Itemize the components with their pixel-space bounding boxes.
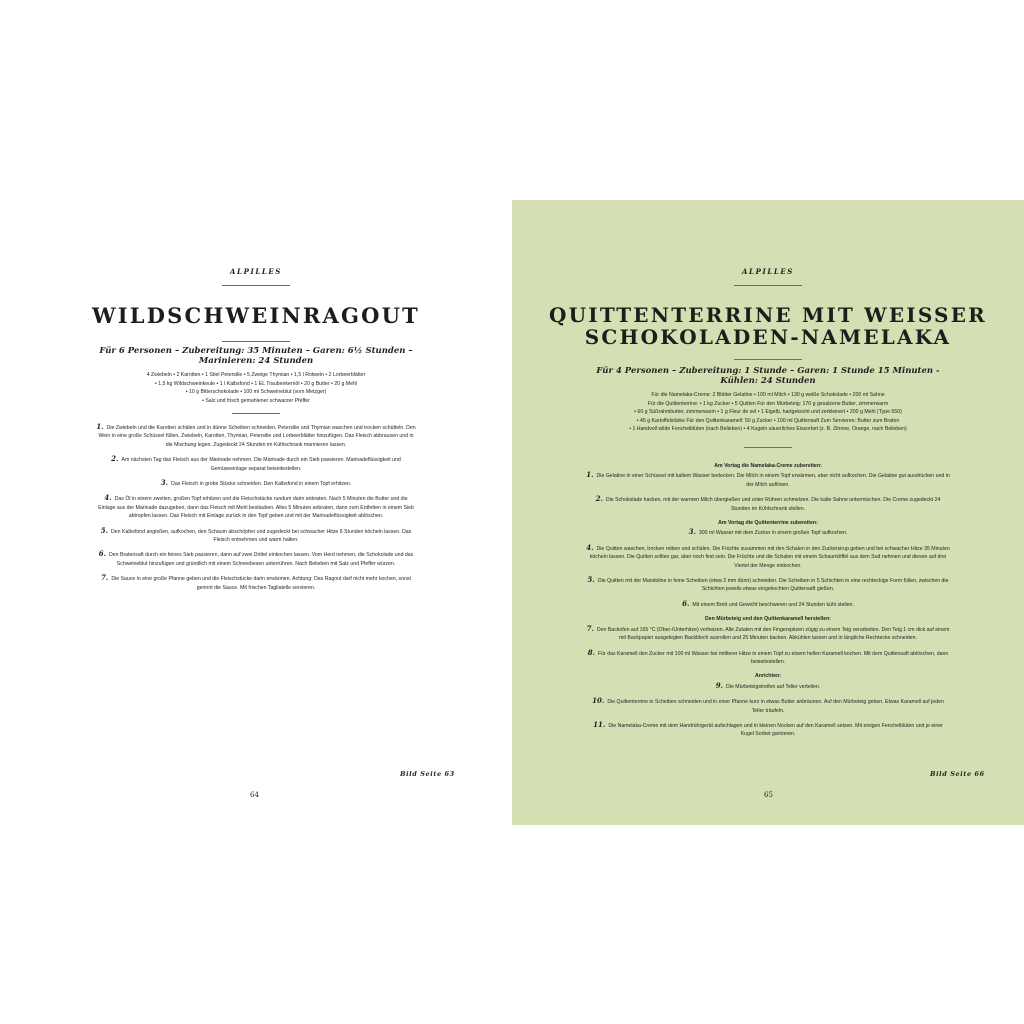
ingredient-divider (744, 447, 792, 448)
step-number: 4. (104, 493, 112, 503)
recipe-title: WILDSCHWEINRAGOUT (91, 303, 421, 328)
step-number: 11. (593, 719, 606, 729)
instruction-step (586, 495, 950, 513)
instruction-step (96, 494, 416, 520)
kicker-divider (734, 285, 802, 286)
title-divider (734, 359, 802, 360)
meta-line: Für 4 Personen – Zubereitung: 1 Stunde – Garen: 1 Stunde 15 Minuten - (596, 366, 940, 376)
instruction-step (586, 600, 950, 609)
instruction-step (96, 423, 416, 449)
step-number: 7. (101, 573, 109, 583)
meta-line: Marinieren: 24 Stunden (198, 356, 314, 366)
step-text: Für das Karamell den Zucker mit 100 ml Wasser bei mittlerer Hitze in einem Topf zu einem hellen Karamell kochen. Mit dem Quittensaft ablöschen, dann beiseitestellen. (598, 650, 949, 665)
recipe-meta (0, 346, 512, 366)
ingredient-line: • Salz und frisch gemahlener schwarzer Pfeffer (202, 397, 310, 404)
instruction-step (96, 550, 416, 568)
chapter-kicker: ALPILLES (742, 267, 794, 276)
instruction-step (96, 455, 416, 473)
step-number: 2. (595, 494, 603, 504)
image-reference: Bild Seite 66 (930, 770, 985, 778)
step-text: Das Fleisch in grobe Stücke schneiden. Den Kalbsfond in einem Topf erhitzen. (171, 481, 352, 488)
instruction-step (586, 625, 950, 643)
instruction-step (96, 479, 416, 488)
ingredient-line: 4 Zwiebeln • 2 Karotten • 1 Stiel Petersilie • 5 Zweige Thymian • 1,5 l Rotwein • 2 Lorbeerblätter (146, 372, 366, 378)
instruction-step (586, 576, 950, 594)
instruction-step (96, 527, 416, 545)
step-text: Mit einem Brett und Gewicht beschweren und 24 Stunden kühl stellen. (692, 601, 854, 608)
meta-line: Für 6 Personen – Zubereitung: 35 Minuten – Garen: 6½ Stunden – (99, 346, 413, 356)
instruction-list (96, 423, 416, 598)
title-line: QUITTENTERRINE MIT WEISSER (549, 303, 987, 327)
step-text: Die Mürbeteigstreifen auf Teller verteilen. (726, 683, 821, 690)
step-text: Das Öl in einem zweiten, großen Topf erhitzen und die Fleischstücke rundum darin anbraten. Nach 5 Minuten die Butter und die Einlage aus der Marinade dazugeben, dann das Fleisch mit Mehl bestäuben. Alles 5 Minuten anbraten, dann zum Entfetten in einem Sieb abtropfen lassen. Das Fleisch mit Einlage zurück in den Topf geben und mit der Marinadeflüssigkeit ablöschen. (98, 496, 414, 520)
step-number: 8. (587, 647, 595, 657)
step-text: Die Sauce in eine große Pfanne geben und die Fleischstücke darin erwärmen. Achtung: Das Ragout darf nicht mehr kochen, sonst gerinnt die Sauce. Mit frischen Tagliatelle servieren. (111, 576, 411, 591)
left-page (0, 200, 512, 825)
instruction-step (586, 682, 950, 691)
step-text: Die Gelatine in einer Schüssel mit kaltem Wasser bedecken. Die Milch in einem Topf erwärmen, aber nicht aufkochen. Die Gelatine gut ausdrücken und in der Milch auflösen. (596, 473, 950, 488)
step-text: Die Quitten waschen, trocken reiben und schälen. Die Früchte zusammen mit den Schalen in den Zuckersirup geben und bei schwacher Hitze 35 Minuten köcheln lassen. Die Quitten sollten gar, aber noch fest sein. Die Früchte und die Schalen mit einem Schaumlöffel aus dem Sud nehmen und diesen auf drei Viertel der Menge einkochen. (589, 545, 950, 569)
step-number: 6. (682, 598, 690, 608)
step-number: 9. (715, 680, 724, 690)
step-text: Den Kalbsfond angießen, aufkochen, den Schaum abschöpfen und zugedeckt bei schwacher Hitze 6 Stunden köcheln lassen. Das Fleisch entnehmen und warm halten. (111, 528, 412, 544)
title-line: SCHOKOLADEN-NAMELAKA (584, 325, 952, 349)
step-text: 300 ml Wasser mit dem Zucker in einem großen Topf aufkochen. (698, 530, 848, 537)
step-text: Die Schokolade hacken, mit der warmen Milch übergießen und unter Rühren schmelzen. Die kalte Sahne untermischen. Die Creme zugedeckt 24 Stunden im Kühlschrank stellen. (605, 497, 941, 512)
ingredient-line: • 10 g Bitterschokolade • 100 ml Schweineblut (vom Metzger) (185, 389, 327, 396)
step-number: 3. (160, 478, 169, 488)
step-number: 2. (111, 454, 119, 464)
instruction-step (586, 697, 950, 715)
instruction-step (96, 574, 416, 592)
step-text: Die Quittenterrine in Scheiben schneiden und in einer Pfanne kurz in etwas Butter anbräunen. Auf den Mürbeteig geben. Etwas Karamell auf jeden Teller träufeln. (607, 699, 944, 714)
ingredient-line: • 1,5 kg Wildschweinkeule • 1 l Kalbsfond • 1 EL Traubenkernöl • 20 g Butter • 20 g Mehl (154, 380, 358, 387)
instruction-step (586, 649, 950, 667)
step-number: 6. (98, 549, 107, 559)
title-divider (222, 341, 290, 342)
ingredient-line: • 60 g Süßrahmbutter, zimmerwarm • 1 g Fleur de sel • 1 Eigelb, hartgekocht und zerkleinert • 200 g Mehl (Type 550) (634, 409, 902, 416)
step-number: 5. (100, 525, 109, 535)
right-page (512, 200, 1024, 825)
section-heading: Am Vortag die Namelaka-Creme zubereiten: (714, 463, 822, 469)
step-number: 1. (586, 470, 594, 480)
image-reference: Bild Seite 63 (400, 770, 455, 778)
instruction-step (586, 471, 950, 489)
section-heading: Den Mürbeteig und den Quittenkaramell herstellen: (705, 616, 831, 623)
ingredient-divider (232, 413, 280, 414)
step-text: Am nächsten Tag das Fleisch aus der Marinade nehmen. Die Marinade durch ein Sieb passieren. Marinadeflüssigkeit und Gemüseeinlage separat beiseitestellen. (121, 457, 401, 472)
kicker-divider (222, 285, 290, 286)
ingredient-list (592, 391, 944, 434)
instruction-step (586, 544, 950, 570)
step-text: Die Zwiebeln und die Karotten schälen und in dünne Scheiben schneiden. Petersilie und Thymian waschen und trocken schütteln. Den Wein in eine große Schüssel füllen, Zwiebeln, Karotten, Thymian, Petersilie und Lorbeerblätter hinzufügen. Das Fleisch abbrausen und in die Mischung legen. Zugedeckt 24 Stunden im Kühlschrank marinieren lassen. (98, 425, 416, 448)
ingredient-list (96, 371, 416, 405)
step-text: Die Namelaka-Creme mit dem Handrührgerät aufschlagen und in kleinen Nocken auf den Karamell setzen. Mit einigen Fenchelblüten und je einer Kugel Sorbet garnieren. (608, 722, 943, 738)
ingredient-line: Für die Quittenterrine: • 1 kg Zucker • 5 Quitten Für den Mürbeteig: 170 g gesalzene Butter, zimmerwarm (647, 400, 889, 407)
step-text: Den Bratensaft durch ein feines Sieb passieren, dann auf zwei Drittel einkochen lassen. Vom Herd nehmen, die Schokolade und das Schweineblut hinzufügen und gründlich mit einem Schneebesen unterrühren. Nach Belieben mit Salz und Pfeffer würzen. (109, 552, 414, 567)
ingredient-line: • 1 Handvoll wilde Fenchelblüten (nach Belieben) • 4 Kugeln säuerliches Eissorbet (z. B. Zitrone, Orange, nach Belieben) (629, 426, 907, 433)
page-number: 64 (250, 791, 259, 799)
ingredient-line: Für die Namelaka-Creme: 2 Blätter Gelatine • 100 ml Milch • 130 g weiße Schokolade • 200 ml Sahne (651, 392, 885, 398)
step-number: 10. (592, 696, 605, 706)
step-number: 3. (688, 527, 696, 537)
section-heading: Anrichten: (755, 673, 781, 680)
ingredient-line: • 45 g Kartoffelstärke Für den Quittenkaramell: 50 g Zucker • 100 ml Quittensaft Zum Servieren: Butter zum Braten (636, 417, 900, 424)
step-text: Den Backofen auf 165 °C (Ober-/Unterhitze) vorheizen. Alle Zutaten mit den Fingerspitzen zügig zu einem Teig verarbeiten. Den Teig 1 cm dick auf einem mit Backpapier ausgelegten Backblech ausrollen und 25 Minuten backen. Abkühlen lassen und in längliche Rechtecke schneiden. (596, 626, 950, 642)
instruction-list (586, 462, 950, 745)
page-number: 65 (764, 791, 773, 799)
chapter-kicker: ALPILLES (230, 267, 282, 276)
instruction-step (586, 528, 950, 537)
recipe-title (512, 304, 1024, 348)
meta-line: Kühlen: 24 Stunden (720, 376, 816, 386)
step-number: 4. (586, 542, 594, 552)
step-number: 1. (96, 422, 104, 431)
recipe-meta (512, 366, 1024, 386)
step-number: 5. (587, 575, 595, 585)
step-text: Die Quitten mit der Mandoline in feine Scheiben (etwa 2 mm dünn) schneiden. Die Scheiben in 5 Schichten in eine rechteckige Form füllen, zwischen die Schichten jeweils etwas eingekochten Quittensaft gießen. (597, 578, 949, 593)
section-heading: Am Vortag die Quittenterrine zubereiten: (718, 520, 818, 527)
instruction-step (586, 721, 950, 739)
step-number: 7. (586, 623, 594, 633)
